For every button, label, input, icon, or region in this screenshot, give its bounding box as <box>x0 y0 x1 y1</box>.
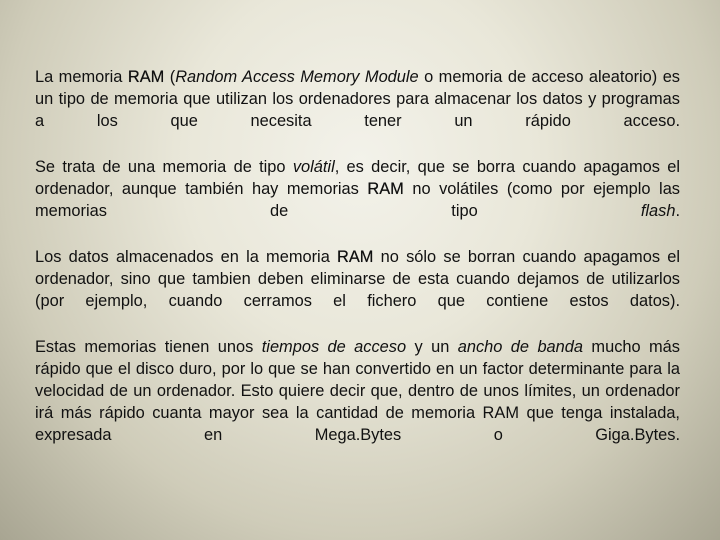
p3-text-d: datos). <box>629 292 681 310</box>
p4-text-a: Estas memorias tienen unos <box>35 338 262 356</box>
p2-italic-flash: flash <box>640 202 676 220</box>
p4-italic-ancho: ancho de banda <box>457 338 584 356</box>
p4-text-c: y un <box>406 338 458 356</box>
p1-italic-term: Random Access Memory Module <box>175 68 419 86</box>
paragraph-4 <box>35 336 680 446</box>
p1-ram: RAM <box>127 68 165 86</box>
p2-text-e: no volátiles (como por ejemplo las memorias de tipo <box>35 180 680 220</box>
p3-ram: RAM <box>337 248 374 266</box>
p4-text-e: mucho más rápido que el disco duro, por lo que se han convertido en un factor determinante para la velocidad de un ordenador. Esto quiere decir que, dentro de unos límites, un ordenador irá más rápido cuanta mayor sea la cantidad de memoria RAM que tenga instalada, expresada en Mega.Bytes o Giga.Bytes. <box>35 338 680 444</box>
p4-italic-tiempos: tiempos de acceso <box>261 338 407 356</box>
p1-text-a: La memoria <box>35 68 128 86</box>
p3-text-a: Los datos almacenados en la memoria <box>35 248 338 266</box>
p2-ram: RAM <box>367 180 404 198</box>
paragraph-1 <box>35 66 680 132</box>
p1-text-e: o memoria de acceso aleatorio) es un tipo de memoria que utilizan los ordenadores para almacenar los datos y programas a los que necesita tener un rápido acceso. <box>35 68 680 130</box>
p2-italic-volatil: volátil <box>292 158 335 176</box>
p2-text-c: , es decir, que se borra cuando apagamos el ordenador, aunque también hay memorias <box>35 158 681 198</box>
p1-text-c: ( <box>164 68 176 86</box>
p2-text-g: . <box>675 202 680 220</box>
p3-text-c: no sólo se borran cuando apagamos el ordenador, sino que tambien deben eliminarse de esta cuando dejamos de utilizarlos (por ejemplo, cuando cerramos el fichero que contiene estos <box>35 248 680 310</box>
p2-text-a: Se trata de una memoria de tipo <box>35 158 293 176</box>
slide-content <box>35 66 680 470</box>
paragraph-3 <box>35 246 680 312</box>
paragraph-2 <box>35 156 680 222</box>
